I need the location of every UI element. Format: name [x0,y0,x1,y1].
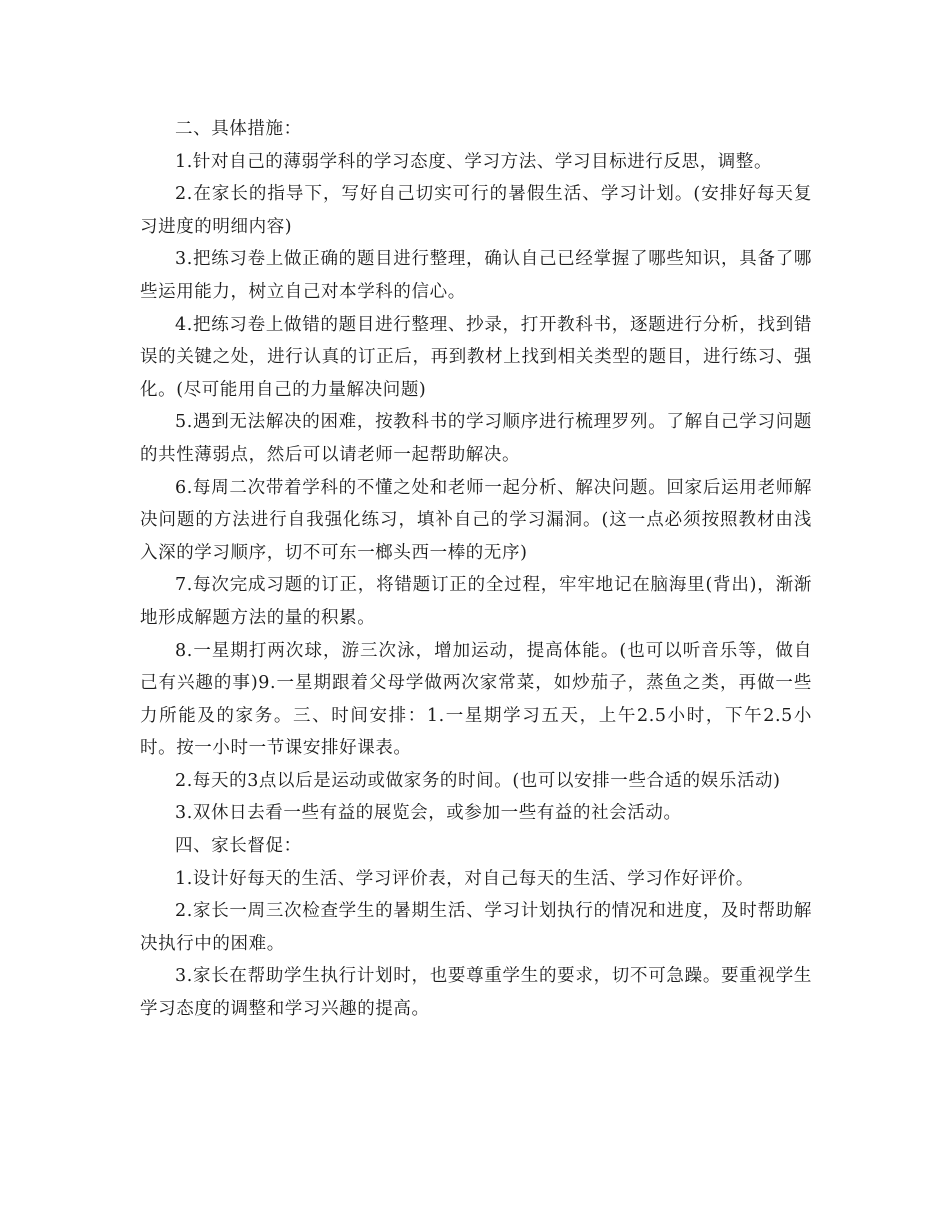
paragraph-item-3: 3.把练习卷上做正确的题目进行整理，确认自己已经掌握了哪些知识，具备了哪些运用能力，树立自己对本学科的信心。 [140,249,812,302]
paragraph-item-4: 4.把练习卷上做错的题目进行整理、抄录，打开教科书，逐题进行分析，找到错误的关键之处，进行认真的订正后，再到教材上找到相关类型的题目，进行练习、强化。(尽可能用自己的力量解决问题) [140,314,812,400]
paragraph-item-7: 7.每次完成习题的订正，将错题订正的全过程，牢牢地记在脑海里(背出)，渐渐地形成解题方法的量的积累。 [140,575,812,628]
paragraph-item-6: 6.每周二次带着学科的不懂之处和老师一起分析、解决问题。回家后运用老师解决问题的方法进行自我强化练习，填补自己的学习漏洞。(这一点必须按照教材由浅入深的学习顺序，切不可东一榔头西一棒的无序) [140,477,812,563]
paragraph-item-2: 2.在家长的指导下，写好自己切实可行的暑假生活、学习计划。(安排好每天复习进度的明细内容) [140,184,812,237]
paragraph-schedule-2: 2.每天的3点以后是运动或做家务的时间。(也可以安排一些合适的娱乐活动) [175,770,781,791]
section-heading-parent-supervision: 四、家长督促： [175,836,302,857]
paragraph-schedule-3: 3.双休日去看一些有益的展览会，或参加一些有益的社会活动。 [175,803,682,824]
paragraph-item-8-9-schedule: 8.一星期打两次球，游三次泳，增加运动，提高体能。(也可以听音乐等，做自己有兴趣的事)9.一星期跟着父母学做两次家常菜，如炒茄子，蒸鱼之类，再做一些力所能及的家务。三、时间安排：1.一星期学习五天，上午2.5小时，下午2.5小时。按一小时一节课安排好课表。 [140,640,812,759]
paragraph-item-1: 1.针对自己的薄弱学科的学习态度、学习方法、学习目标进行反思，调整。 [175,151,773,172]
paragraph-parent-3: 3.家长在帮助学生执行计划时，也要尊重学生的要求，切不可急躁。要重视学生学习态度的调整和学习兴趣的提高。 [140,966,812,1020]
paragraph-parent-1: 1.设计好每天的生活、学习评价表，对自己每天的生活、学习作好评价。 [175,868,754,889]
section-heading-measures: 二、具体措施： [175,119,302,139]
paragraph-parent-2: 2.家长一周三次检查学生的暑期生活、学习计划执行的情况和进度，及时帮助解决执行中的困难。 [140,901,812,954]
document-body [140,113,812,1026]
paragraph-item-5: 5.遇到无法解决的困难，按教科书的学习顺序进行梳理罗列。了解自己学习问题的共性薄弱点，然后可以请老师一起帮助解决。 [140,412,812,465]
